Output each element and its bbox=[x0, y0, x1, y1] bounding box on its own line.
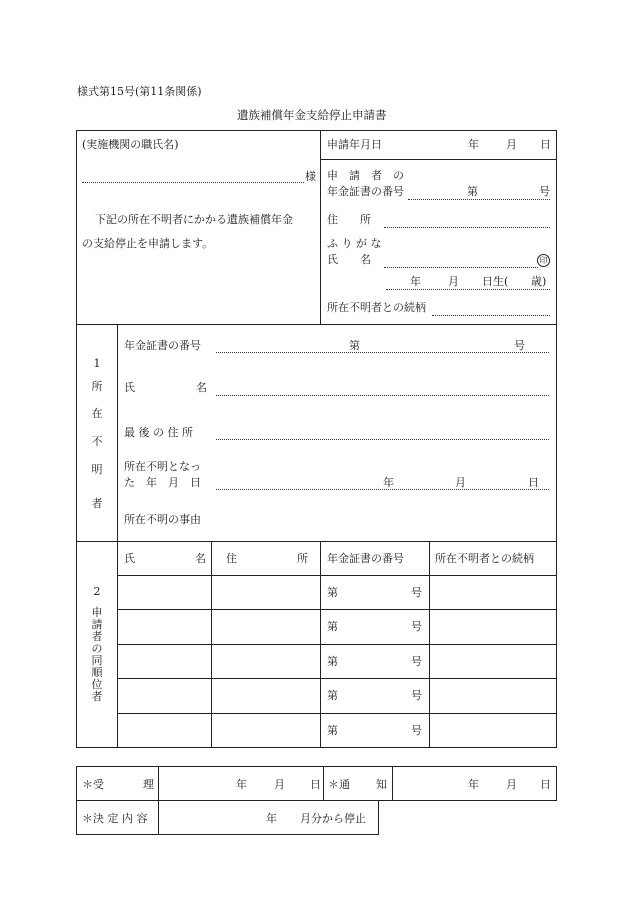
receipt-label-1: ＊受 bbox=[82, 778, 104, 791]
row-2-dai: 第 bbox=[327, 620, 338, 633]
receipt-day: 日 bbox=[310, 778, 321, 791]
section2-row-line-2 bbox=[117, 644, 557, 645]
section2-vertical-8: 者 bbox=[91, 690, 103, 703]
section1-vertical-4: 明 bbox=[91, 463, 103, 476]
section1-divider bbox=[117, 324, 118, 542]
address-line bbox=[384, 227, 550, 228]
last-address-line bbox=[216, 439, 549, 440]
section1-vertical-0: 1 bbox=[93, 357, 101, 370]
row-1-go: 号 bbox=[411, 586, 422, 599]
col-header-address-1: 住 bbox=[226, 552, 237, 565]
section2-vertical-5: 同 bbox=[91, 654, 103, 667]
birth-year: 年 bbox=[410, 275, 421, 288]
col-header-name-1: 氏 bbox=[124, 552, 135, 565]
agency-line bbox=[82, 182, 304, 183]
notice-day: 日 bbox=[540, 778, 551, 791]
furigana-label: ふ り が な bbox=[327, 237, 382, 250]
row-3-go: 号 bbox=[411, 655, 422, 668]
notice-month: 月 bbox=[506, 778, 517, 791]
applicant-label-1: 申 請 者 の bbox=[327, 169, 404, 182]
applicant-cert-line bbox=[408, 199, 550, 200]
birth-age: 歳) bbox=[531, 275, 547, 288]
missing-date-day: 日 bbox=[528, 476, 539, 489]
section2-vertical-2: 請 bbox=[91, 618, 103, 631]
section1-vertical-2: 在 bbox=[91, 407, 103, 420]
name-line bbox=[384, 267, 538, 268]
applicant-label-2: 年金証書の番号 bbox=[327, 185, 404, 198]
request-text-2: の支給停止を申請します。 bbox=[82, 237, 214, 250]
missing-name-line bbox=[216, 395, 549, 396]
notice-year: 年 bbox=[468, 778, 479, 791]
row-4-dai: 第 bbox=[327, 689, 338, 702]
missing-date-year: 年 bbox=[383, 476, 394, 489]
missing-date-month: 月 bbox=[455, 476, 466, 489]
section2-row-line-4 bbox=[117, 713, 557, 714]
relation-label: 所在不明者との続柄 bbox=[327, 301, 426, 314]
col-header-relation: 所在不明者との続柄 bbox=[435, 552, 534, 565]
col-header-name-2: 名 bbox=[195, 552, 206, 565]
missing-cert-go: 号 bbox=[514, 339, 525, 352]
decision-label: ＊決 定 内 容 bbox=[82, 812, 148, 825]
date-month: 月 bbox=[506, 138, 517, 151]
section2-row-line-3 bbox=[117, 678, 557, 679]
birth-month: 月 bbox=[448, 275, 459, 288]
receipt-year: 年 bbox=[236, 778, 247, 791]
section2-header-line bbox=[117, 575, 557, 576]
relation-line bbox=[432, 315, 550, 316]
receipt-month: 月 bbox=[274, 778, 285, 791]
missing-cert-line bbox=[216, 352, 549, 353]
birth-day: 日生( bbox=[482, 275, 509, 288]
date-year: 年 bbox=[468, 138, 479, 151]
section2-row-line-1 bbox=[117, 609, 557, 610]
section1-vertical-5: 者 bbox=[91, 497, 103, 510]
form-number: 様式第15号(第11条関係) bbox=[77, 85, 202, 98]
seal-mark: 印 bbox=[537, 254, 550, 267]
date-day: 日 bbox=[540, 138, 551, 151]
col-header-address-2: 所 bbox=[297, 552, 308, 565]
missing-date-label-2: た 年 月 日 bbox=[124, 476, 201, 489]
section2-vertical-1: 申 bbox=[91, 606, 103, 619]
row-4-go: 号 bbox=[411, 689, 422, 702]
col-header-cert: 年金証書の番号 bbox=[327, 552, 404, 565]
date-label: 申請年月日 bbox=[327, 138, 382, 151]
missing-cert-label: 年金証書の番号 bbox=[124, 339, 201, 352]
row-1-dai: 第 bbox=[327, 586, 338, 599]
section2-vertical-3: 者 bbox=[91, 630, 103, 643]
birth-line bbox=[386, 289, 550, 290]
date-row-line bbox=[320, 159, 557, 160]
form-title: 遺族補償年金支給停止申請書 bbox=[237, 108, 387, 122]
notice-label-1: ＊通 bbox=[328, 778, 350, 791]
section2-vertical-6: 順 bbox=[91, 666, 103, 679]
row-3-dai: 第 bbox=[327, 655, 338, 668]
name-label: 氏 名 bbox=[327, 253, 371, 266]
receipt-label-2: 理 bbox=[143, 778, 154, 791]
request-text-1: 下記の所在不明者にかかる遺族補償年金 bbox=[95, 213, 293, 226]
missing-cert-dai: 第 bbox=[349, 339, 360, 352]
decision-stop-text: 月分から停止 bbox=[300, 812, 366, 825]
section2-vertical-0: 2 bbox=[93, 585, 101, 598]
address-label: 住 所 bbox=[327, 213, 371, 226]
missing-reason-label: 所在不明の事由 bbox=[124, 513, 201, 526]
row-2-go: 号 bbox=[411, 620, 422, 633]
agency-label: (実施機関の職氏名) bbox=[82, 138, 179, 151]
section2-vertical-7: 位 bbox=[91, 678, 103, 691]
row-5-go: 号 bbox=[411, 724, 422, 737]
applicant-cert-go: 号 bbox=[539, 185, 550, 198]
row-5-dai: 第 bbox=[327, 724, 338, 737]
office-notice-divider bbox=[392, 766, 393, 801]
notice-label-2: 知 bbox=[376, 778, 387, 791]
missing-date-label-1: 所在不明となっ bbox=[124, 460, 201, 473]
office-mid-divider bbox=[323, 766, 324, 801]
decision-year: 年 bbox=[266, 812, 277, 825]
section2-vertical-4: の bbox=[91, 642, 103, 655]
missing-date-line bbox=[216, 489, 549, 490]
missing-name-label-1: 氏 bbox=[124, 381, 135, 394]
applicant-cert-dai: 第 bbox=[467, 185, 478, 198]
office-label-divider bbox=[158, 766, 159, 835]
missing-name-label-2: 名 bbox=[196, 381, 207, 394]
last-address-label: 最 後 の 住 所 bbox=[124, 426, 193, 439]
section1-vertical-3: 不 bbox=[91, 435, 103, 448]
sama-label: 様 bbox=[305, 170, 316, 183]
section1-vertical-1: 所 bbox=[91, 380, 103, 393]
